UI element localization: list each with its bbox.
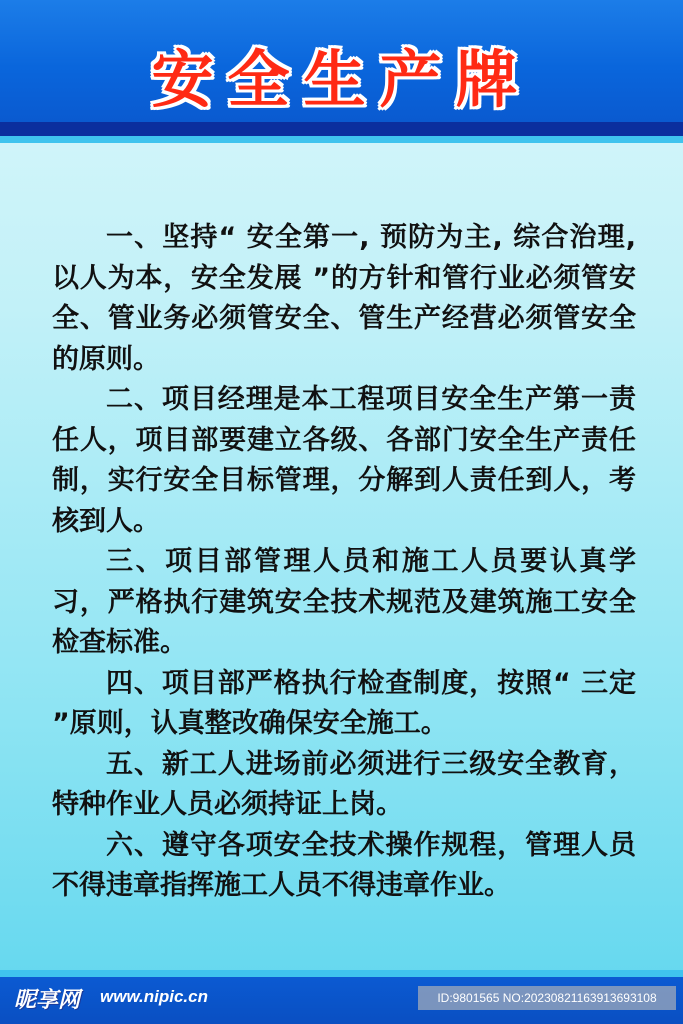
rules-content [52,218,636,907]
watermark-site: www.nipic.cn [100,987,208,1006]
rule-paragraph-5: 五、新工人进场前必须进行三级安全教育，特种作业人员必须持证上岗。 [52,748,636,820]
rule-paragraph-3: 三、项目部管理人员和施工人员要认真学习，严格执行建筑安全技术规范及建筑施工安全检查标准。 [52,546,636,658]
footer-divider-light [0,970,683,977]
watermark-id: ID:9801565 NO:20230821163913693108 [418,986,676,1010]
page-title: 安全生产牌 [151,43,532,116]
header-divider-dark [0,122,683,136]
rule-paragraph-4: 四、项目部严格执行检查制度，按照“ 三定 ”原则，认真整改确保安全施工。 [52,667,636,739]
header-divider-light [0,136,683,143]
rule-paragraph-1: 一、坚持“ 安全第一, 预防为主, 综合治理, 以人为本，安全发展 ”的方针和管行业必须管安全、管业务必须管安全、管生产经营必须管安全的原则。 [52,222,636,375]
rule-paragraph-6: 六、遵守各项安全技术操作规程，管理人员不得违章指挥施工人员不得违章作业。 [52,829,636,901]
rule-paragraph-2: 二、项目经理是本工程项目安全生产第一责任人，项目部要建立各级、各部门安全生产责任制，实行安全目标管理，分解到人责任到人，考核到人。 [52,384,636,537]
watermark-logo: 昵享网 [14,988,81,1013]
